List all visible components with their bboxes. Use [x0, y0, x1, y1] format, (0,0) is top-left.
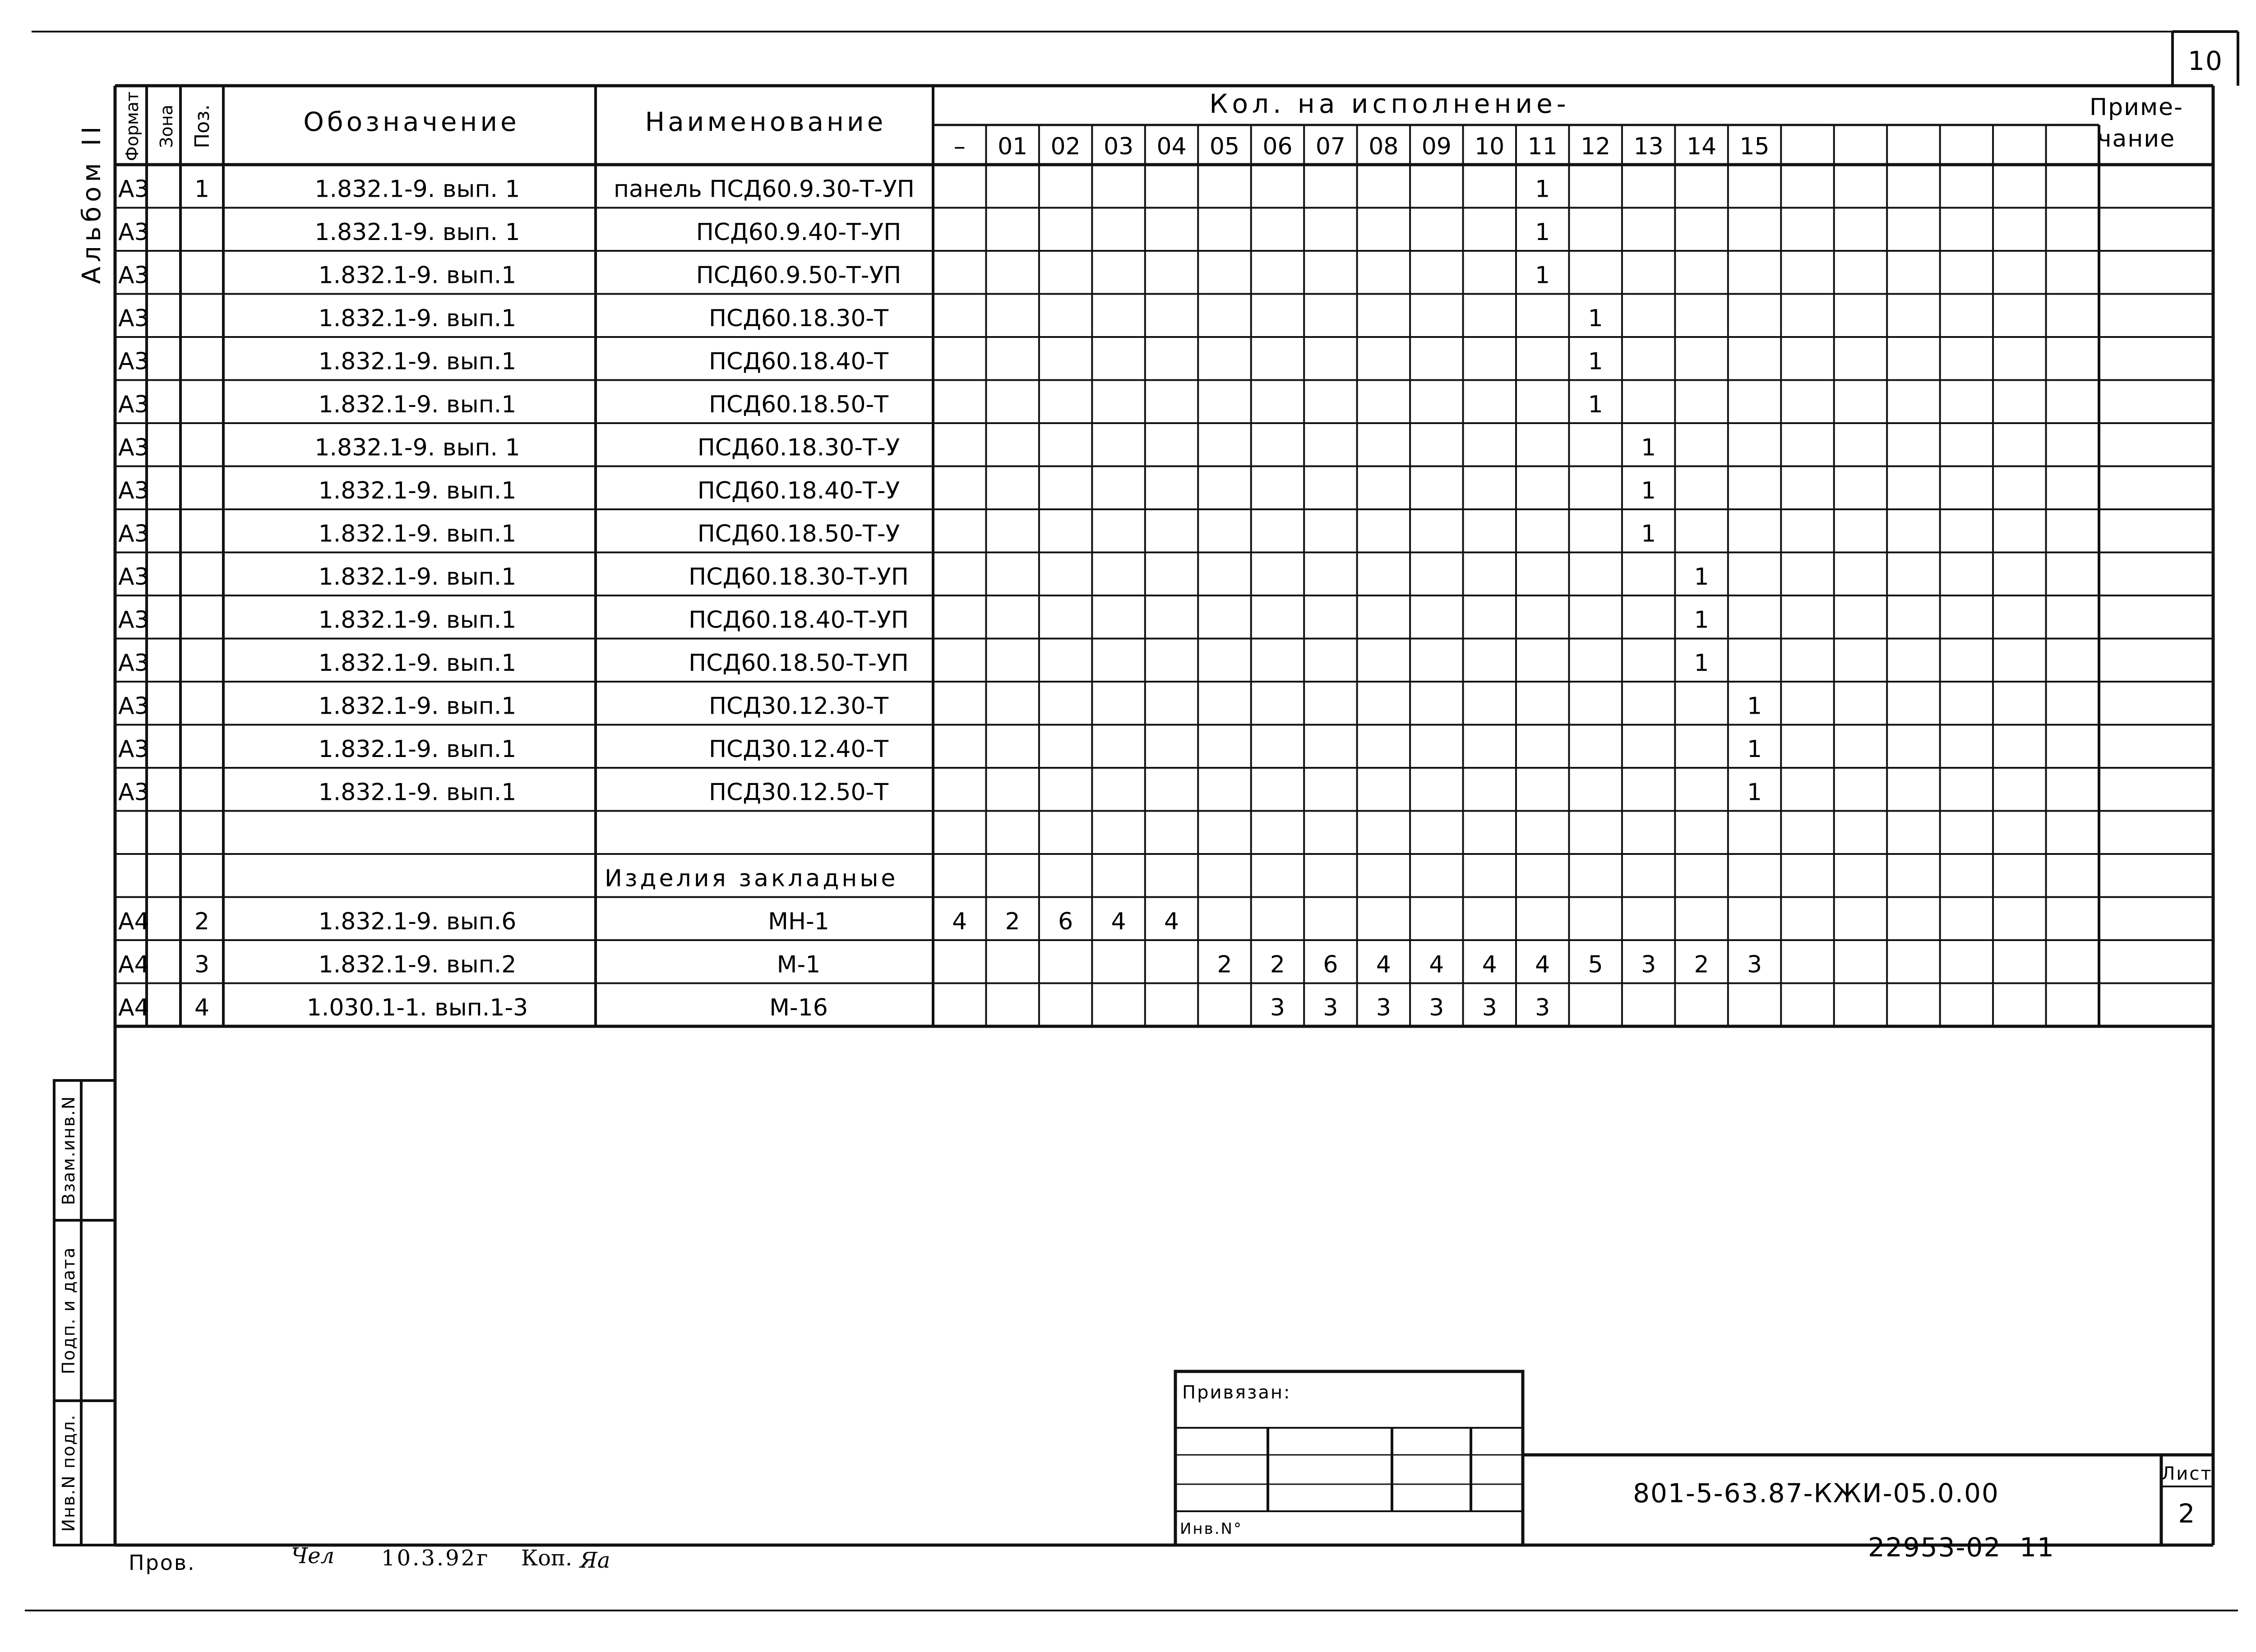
- row-qty: 1: [1694, 563, 1709, 591]
- row-qty: 2: [1694, 951, 1709, 978]
- row-qty: 3: [1535, 994, 1550, 1021]
- header-note-2: чание: [2097, 125, 2176, 152]
- row-name: Изделия закладные: [605, 865, 898, 892]
- row-qty: 3: [1270, 994, 1285, 1021]
- row-qty: 2: [1270, 951, 1285, 978]
- table-row: [118, 219, 1550, 246]
- row-designation: 1.832.1-9. вып.1: [318, 736, 517, 763]
- table-row: [118, 176, 1550, 203]
- row-qty: 1: [1535, 262, 1550, 289]
- variant-label: 14: [1687, 133, 1717, 160]
- row-format: А4: [118, 994, 149, 1021]
- row-qty: 1: [1535, 175, 1550, 203]
- variant-header-labels: [954, 133, 1770, 160]
- row-format: А3: [118, 692, 149, 720]
- row-name: ПСД60.18.30-Т-У: [697, 434, 900, 461]
- table-row: [118, 650, 1709, 677]
- row-pos: 3: [194, 951, 210, 978]
- sheet-number: 2: [2178, 1498, 2196, 1529]
- table-row: [118, 994, 1550, 1021]
- row-qty: 5: [1588, 951, 1603, 978]
- row-qty: 4: [1376, 951, 1391, 978]
- row-qty: 3: [1482, 994, 1497, 1021]
- variant-label: –: [953, 133, 966, 160]
- table-row: [118, 477, 1656, 504]
- row-name: ПСД60.9.40-Т-УП: [696, 219, 901, 246]
- row-qty: 1: [1694, 606, 1709, 634]
- row-name: М-1: [777, 951, 821, 978]
- row-designation: 1.030.1-1. вып.1-3: [306, 994, 528, 1021]
- table-row: [118, 908, 1179, 935]
- row-qty: 3: [1641, 951, 1656, 978]
- row-qty: 3: [1429, 994, 1444, 1021]
- row-pos: 2: [194, 908, 210, 935]
- row-designation: 1.832.1-9. вып.1: [318, 692, 517, 720]
- row-qty: 1: [1588, 305, 1603, 332]
- row-designation: 1.832.1-9. вып.1: [318, 520, 517, 548]
- table-row: [118, 391, 1603, 418]
- side-stamp-sign-date: Подп. и дата: [59, 1246, 79, 1375]
- row-qty: 1: [1641, 477, 1656, 504]
- row-designation: 1.832.1-9. вып.1: [318, 477, 517, 504]
- row-designation: 1.832.1-9. вып. 1: [314, 175, 520, 203]
- row-designation: 1.832.1-9. вып.1: [318, 262, 517, 289]
- row-format: А3: [118, 348, 149, 375]
- row-qty: 1: [1535, 219, 1550, 246]
- row-format: А3: [118, 736, 149, 763]
- album-label: Альбом II: [77, 122, 106, 284]
- document-code: 801-5-63.87-КЖИ-05.0.00: [1633, 1478, 1999, 1509]
- row-qty: 4: [1164, 908, 1179, 935]
- row-format: А4: [118, 951, 149, 978]
- row-pos: 1: [194, 175, 210, 203]
- table-row: [118, 348, 1603, 375]
- table-row: [118, 607, 1709, 634]
- row-format: А3: [118, 434, 149, 461]
- row-format: А4: [118, 908, 149, 935]
- row-qty: 2: [1217, 951, 1232, 978]
- row-qty: 1: [1694, 650, 1709, 677]
- header-format: Формат: [122, 91, 142, 162]
- header-qty-title: Кол. на исполнение-: [1209, 88, 1570, 119]
- row-designation: 1.832.1-9. вып.1: [318, 779, 517, 806]
- row-qty: 1: [1588, 348, 1603, 375]
- row-designation: 1.832.1-9. вып.1: [318, 305, 517, 332]
- attached-label: Привязан:: [1182, 1382, 1291, 1403]
- table-row: [118, 262, 1550, 289]
- row-qty: 4: [1111, 908, 1126, 935]
- row-name: панель ПСД60.9.30-Т-УП: [614, 175, 915, 203]
- table-row: [118, 305, 1603, 332]
- row-name: МН-1: [768, 908, 829, 935]
- archive-number: 22953-02 11: [1868, 1532, 2055, 1563]
- row-designation: 1.832.1-9. вып.6: [318, 908, 517, 935]
- checked-label: Пров.: [129, 1550, 196, 1575]
- row-name: ПСД30.12.40-Т: [708, 736, 889, 763]
- side-stamp-inv-orig: Инв.N подл.: [59, 1414, 79, 1532]
- header-designation: Обозначение: [303, 106, 520, 137]
- row-qty: 3: [1323, 994, 1338, 1021]
- row-name: ПСД60.18.50-Т-УП: [689, 650, 909, 677]
- variant-label: 11: [1527, 133, 1558, 160]
- row-name: М-16: [769, 994, 828, 1021]
- variant-label: 01: [998, 133, 1028, 160]
- variant-label: 04: [1156, 133, 1187, 160]
- copy-label: Коп.: [521, 1546, 573, 1571]
- row-name: ПСД60.18.50-Т-У: [697, 520, 900, 548]
- row-qty: 4: [1535, 951, 1550, 978]
- variant-label: 09: [1421, 133, 1452, 160]
- row-format: А3: [118, 563, 149, 591]
- row-name: ПСД60.18.40-Т-У: [697, 477, 900, 504]
- row-format: А3: [118, 391, 149, 418]
- variant-label: 08: [1368, 133, 1399, 160]
- row-name: ПСД30.12.30-Т: [708, 692, 889, 720]
- row-qty: 6: [1323, 951, 1338, 978]
- row-name: ПСД60.9.50-Т-УП: [696, 262, 901, 289]
- row-name: ПСД60.18.40-Т: [708, 348, 889, 375]
- inv-label: Инв.N°: [1180, 1520, 1243, 1538]
- row-designation: 1.832.1-9. вып.1: [318, 606, 517, 634]
- row-pos: 4: [194, 994, 210, 1021]
- row-qty: 3: [1747, 951, 1762, 978]
- variant-label: 15: [1739, 133, 1770, 160]
- row-format: А3: [118, 219, 149, 246]
- row-qty: 1: [1747, 692, 1762, 720]
- row-qty: 1: [1747, 779, 1762, 806]
- table-row: [605, 865, 898, 892]
- header-pos: Поз.: [191, 104, 214, 148]
- row-qty: 2: [1005, 908, 1020, 935]
- header-zone: Зона: [157, 105, 176, 148]
- row-qty: 1: [1588, 391, 1603, 418]
- row-designation: 1.832.1-9. вып.1: [318, 563, 517, 591]
- row-name: ПСД60.18.50-Т: [708, 391, 889, 418]
- sheet-label: Лист: [2161, 1463, 2213, 1484]
- variant-label: 03: [1104, 133, 1134, 160]
- row-name: ПСД60.18.30-Т-УП: [689, 563, 909, 591]
- variant-label: 13: [1633, 133, 1664, 160]
- row-format: А3: [118, 520, 149, 548]
- table-row: [118, 563, 1709, 591]
- row-designation: 1.832.1-9. вып. 1: [314, 434, 520, 461]
- copy-signature: Яа: [580, 1548, 610, 1573]
- variant-label: 12: [1581, 133, 1611, 160]
- variant-label: 10: [1475, 133, 1505, 160]
- row-qty: 1: [1641, 520, 1656, 548]
- row-designation: 1.832.1-9. вып.2: [318, 951, 517, 978]
- checked-date: 10.3.92г: [381, 1546, 490, 1571]
- row-qty: 4: [1482, 951, 1497, 978]
- header-note-1: Приме-: [2090, 94, 2183, 121]
- row-qty: 1: [1641, 434, 1656, 461]
- sheet-corner-number: 10: [2188, 46, 2223, 76]
- checked-signature: Чел: [291, 1543, 335, 1569]
- table-row: [118, 434, 1656, 461]
- title-block: [1175, 1371, 2213, 1545]
- row-format: А3: [118, 779, 149, 806]
- row-designation: 1.832.1-9. вып.1: [318, 391, 517, 418]
- row-designation: 1.832.1-9. вып.1: [318, 348, 517, 375]
- row-qty: 4: [952, 908, 967, 935]
- row-qty: 3: [1376, 994, 1391, 1021]
- header-name: Наименование: [645, 106, 887, 137]
- row-qty: 1: [1747, 736, 1762, 763]
- row-format: А3: [118, 477, 149, 504]
- variant-label: 02: [1050, 133, 1081, 160]
- row-format: А3: [118, 606, 149, 634]
- row-qty: 6: [1058, 908, 1073, 935]
- variant-label: 06: [1262, 133, 1293, 160]
- row-format: А3: [118, 175, 149, 203]
- row-format: А3: [118, 305, 149, 332]
- row-name: ПСД30.12.50-Т: [708, 779, 889, 806]
- row-qty: 4: [1429, 951, 1444, 978]
- table-row: [118, 521, 1656, 548]
- row-designation: 1.832.1-9. вып.1: [318, 650, 517, 677]
- variant-label: 07: [1315, 133, 1345, 160]
- side-stamp-replaced-inv: Взам.инв.N: [59, 1095, 79, 1205]
- row-format: А3: [118, 262, 149, 289]
- variant-label: 05: [1209, 133, 1240, 160]
- row-format: А3: [118, 650, 149, 677]
- row-name: ПСД60.18.30-Т: [708, 305, 889, 332]
- row-name: ПСД60.18.40-Т-УП: [689, 606, 909, 634]
- row-designation: 1.832.1-9. вып. 1: [314, 219, 520, 246]
